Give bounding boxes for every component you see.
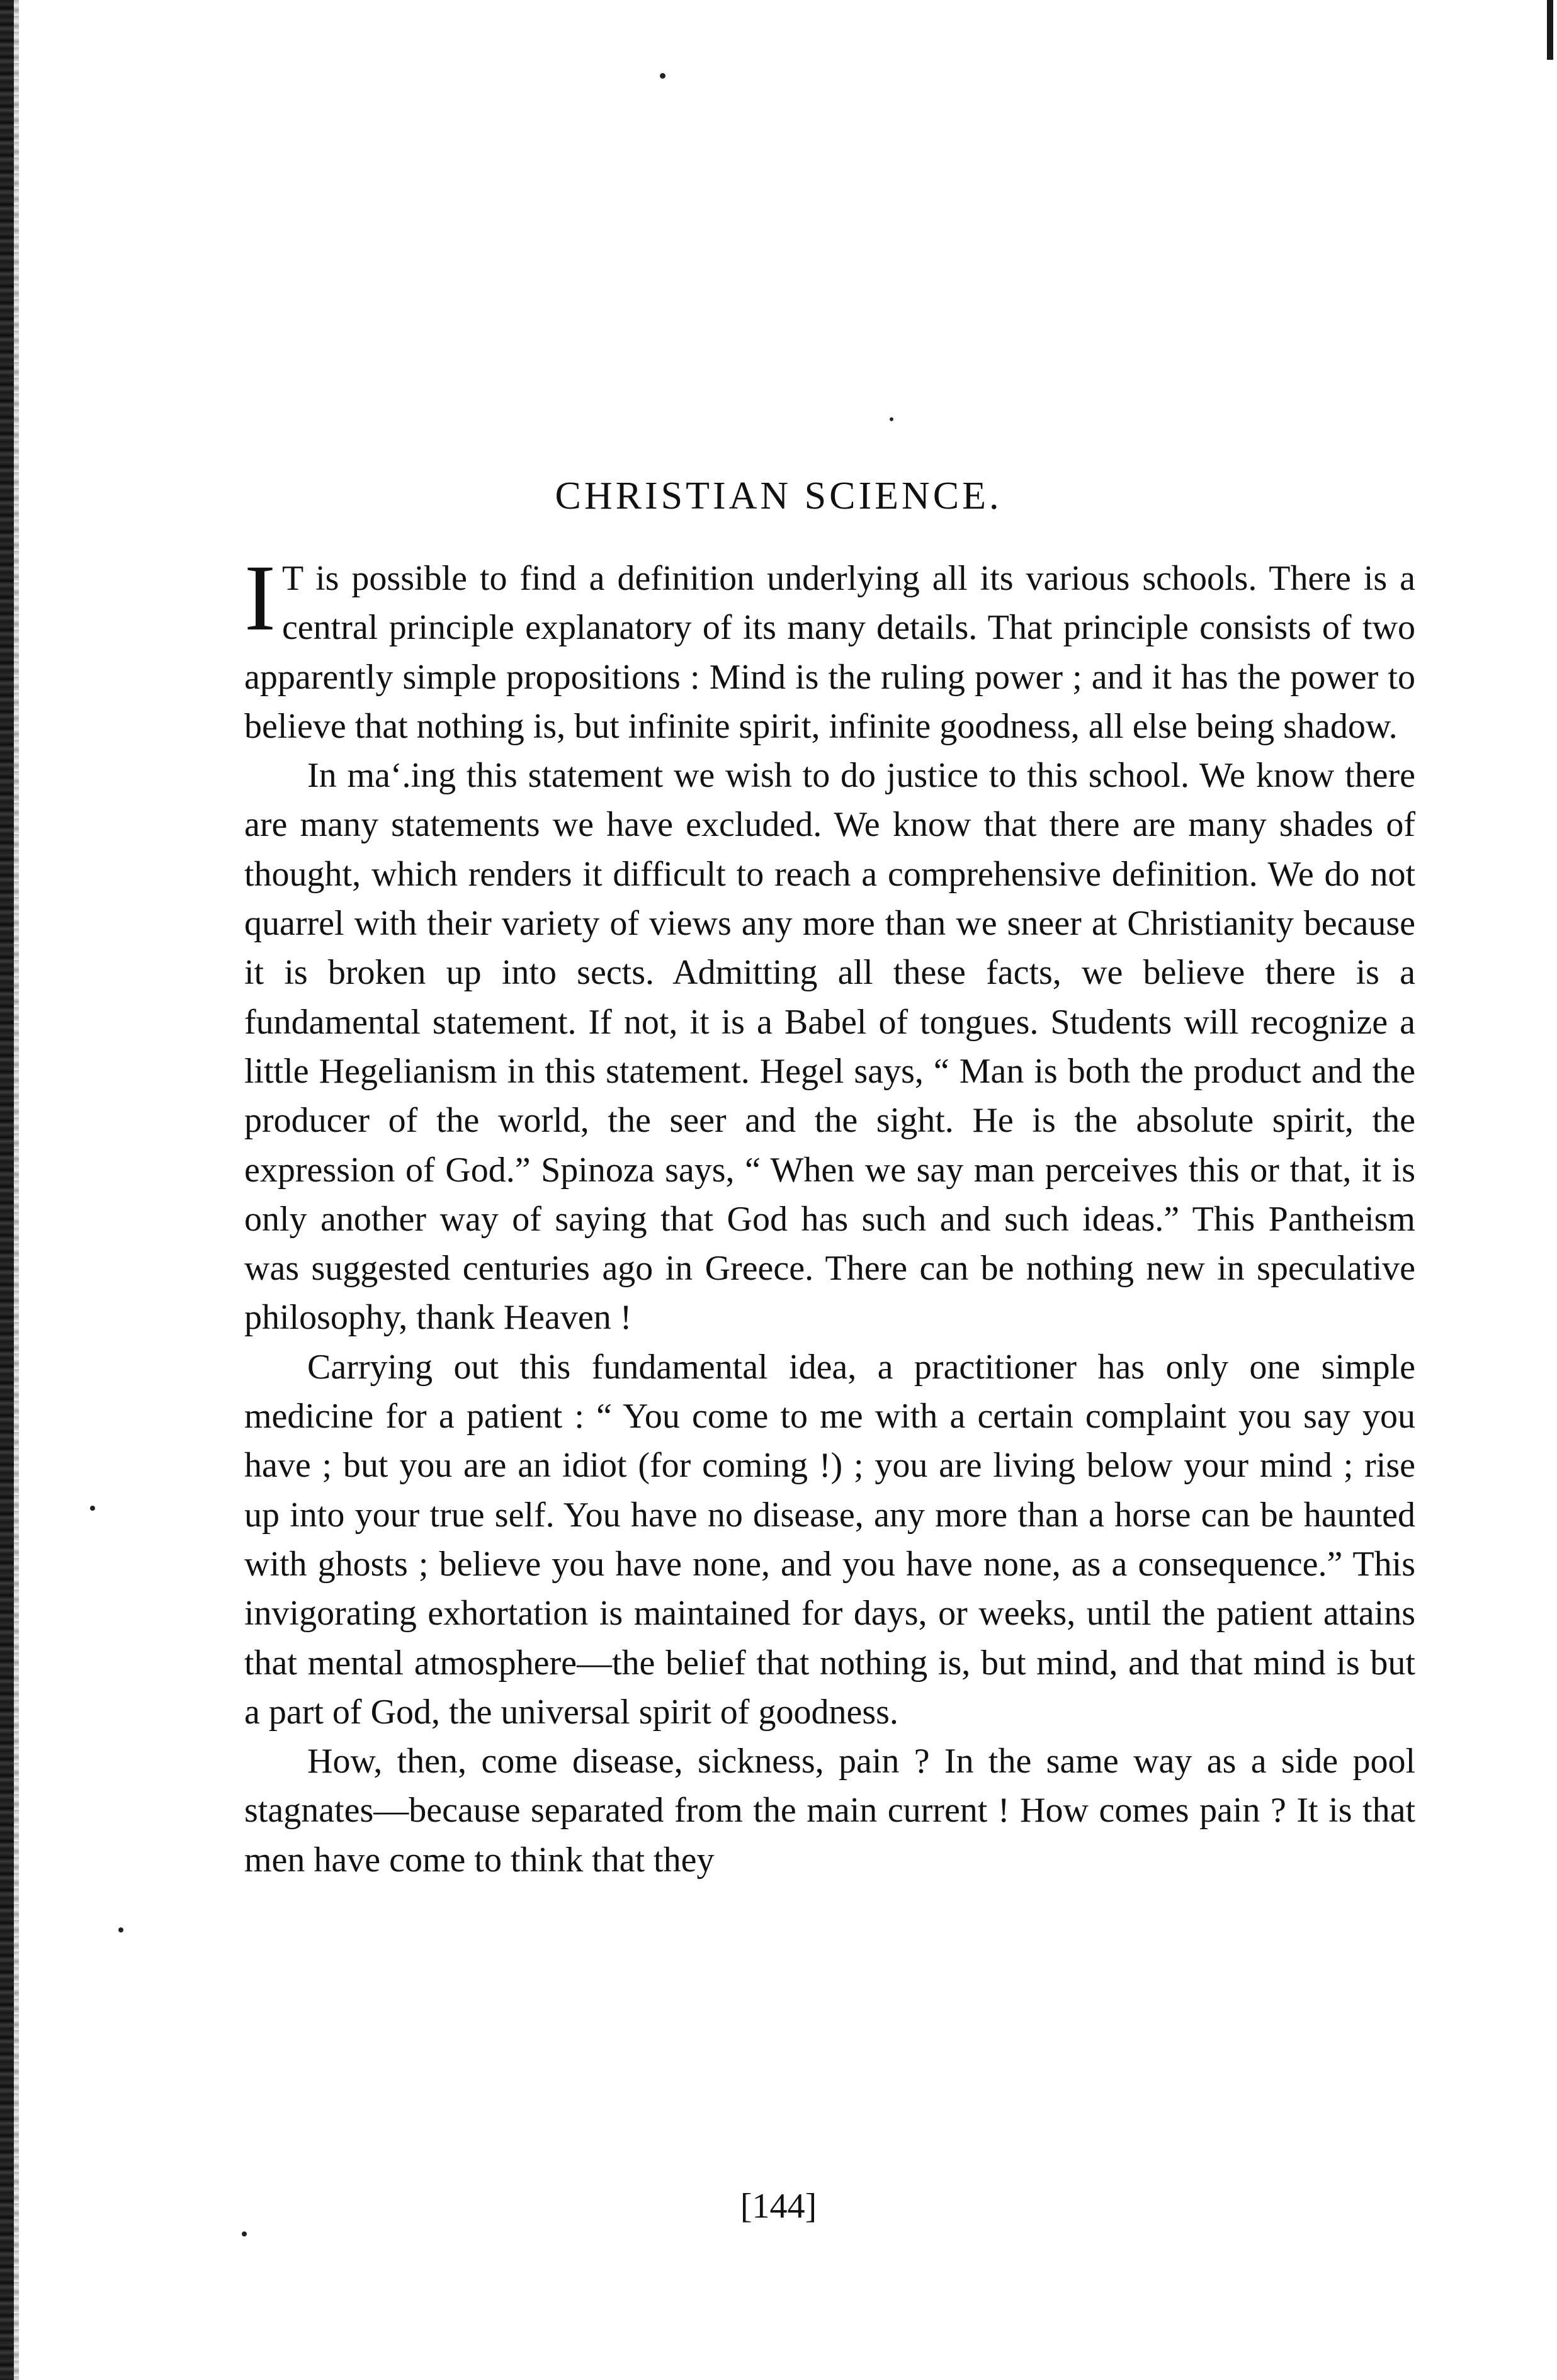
scan-speck [660,73,665,79]
scan-speck [90,1506,95,1511]
scan-speck [118,1927,123,1932]
paragraph: How, then, come disease, sickness, pain ? In the same way as a side pool stagnates—because separated from the main current ! How comes pain ? It is that men have come to think that they [244,1742,1415,1880]
paragraph: Carrying out this fundamental idea, a practitioner has only one simple medicine for a patient : “ You come to me with a certain complaint you say you have ; but you are an idiot (for coming !) ; you are living below your mind ; rise up into your true self. You have no disease, any more than a horse can be haunted with ghosts ; believe you have none, and you have none, as a consequence.” This invigorating exhortation is maintained for days, or weeks, until the patient attains that mental atmosphere—the belief that nothing is, but mind, and that mind is but a part of God, the universal spirit of goodness. [244,1347,1415,1732]
page-binding-shadow [14,0,19,2380]
scan-speck [890,417,893,421]
drop-cap: I [244,546,276,650]
body-text [244,546,1415,1885]
paragraph: In maʻ.ing this statement we wish to do justice to this school. We know there are many statements we have excluded. We know that there are many shades of thought, which renders it difficult to reach a comprehensive definition. We do not quarrel with their variety of views any more than we sneer at Christianity because it is broken up into sects. Admitting all these facts, we believe there is a fundamental statement. If not, it is a Babel of tongues. Students will recognize a little Hegelianism in this statement. Hegel says, “ Man is both the product and the producer of the world, the seer and the sight. He is the absolute spirit, the expression of God.” Spinoza says, “ When we say man perceives this or that, it is only another way of saying that God has such and such ideas.” This Pantheism was suggested centuries ago in Greece. There can be nothing new in speculative philosophy, thank Heaven ! [244,756,1415,1338]
scan-speck [242,2231,247,2236]
page-title: CHRISTIAN SCIENCE. [555,475,1002,517]
scan-corner-mark [1547,0,1553,60]
paragraph-text: T is possible to find a definition underlying all its various schools. There is a central principle explanatory of its many details. That principle consists of two apparently simple propositions : Mind is the ruling power ; and it has the power to believe that nothing is, but infinite spirit, infinite goodness, all else being shadow. [244,559,1415,746]
paragraph [244,546,1415,751]
page-number: [144] [740,2187,817,2226]
page-binding-edge [0,0,14,2380]
